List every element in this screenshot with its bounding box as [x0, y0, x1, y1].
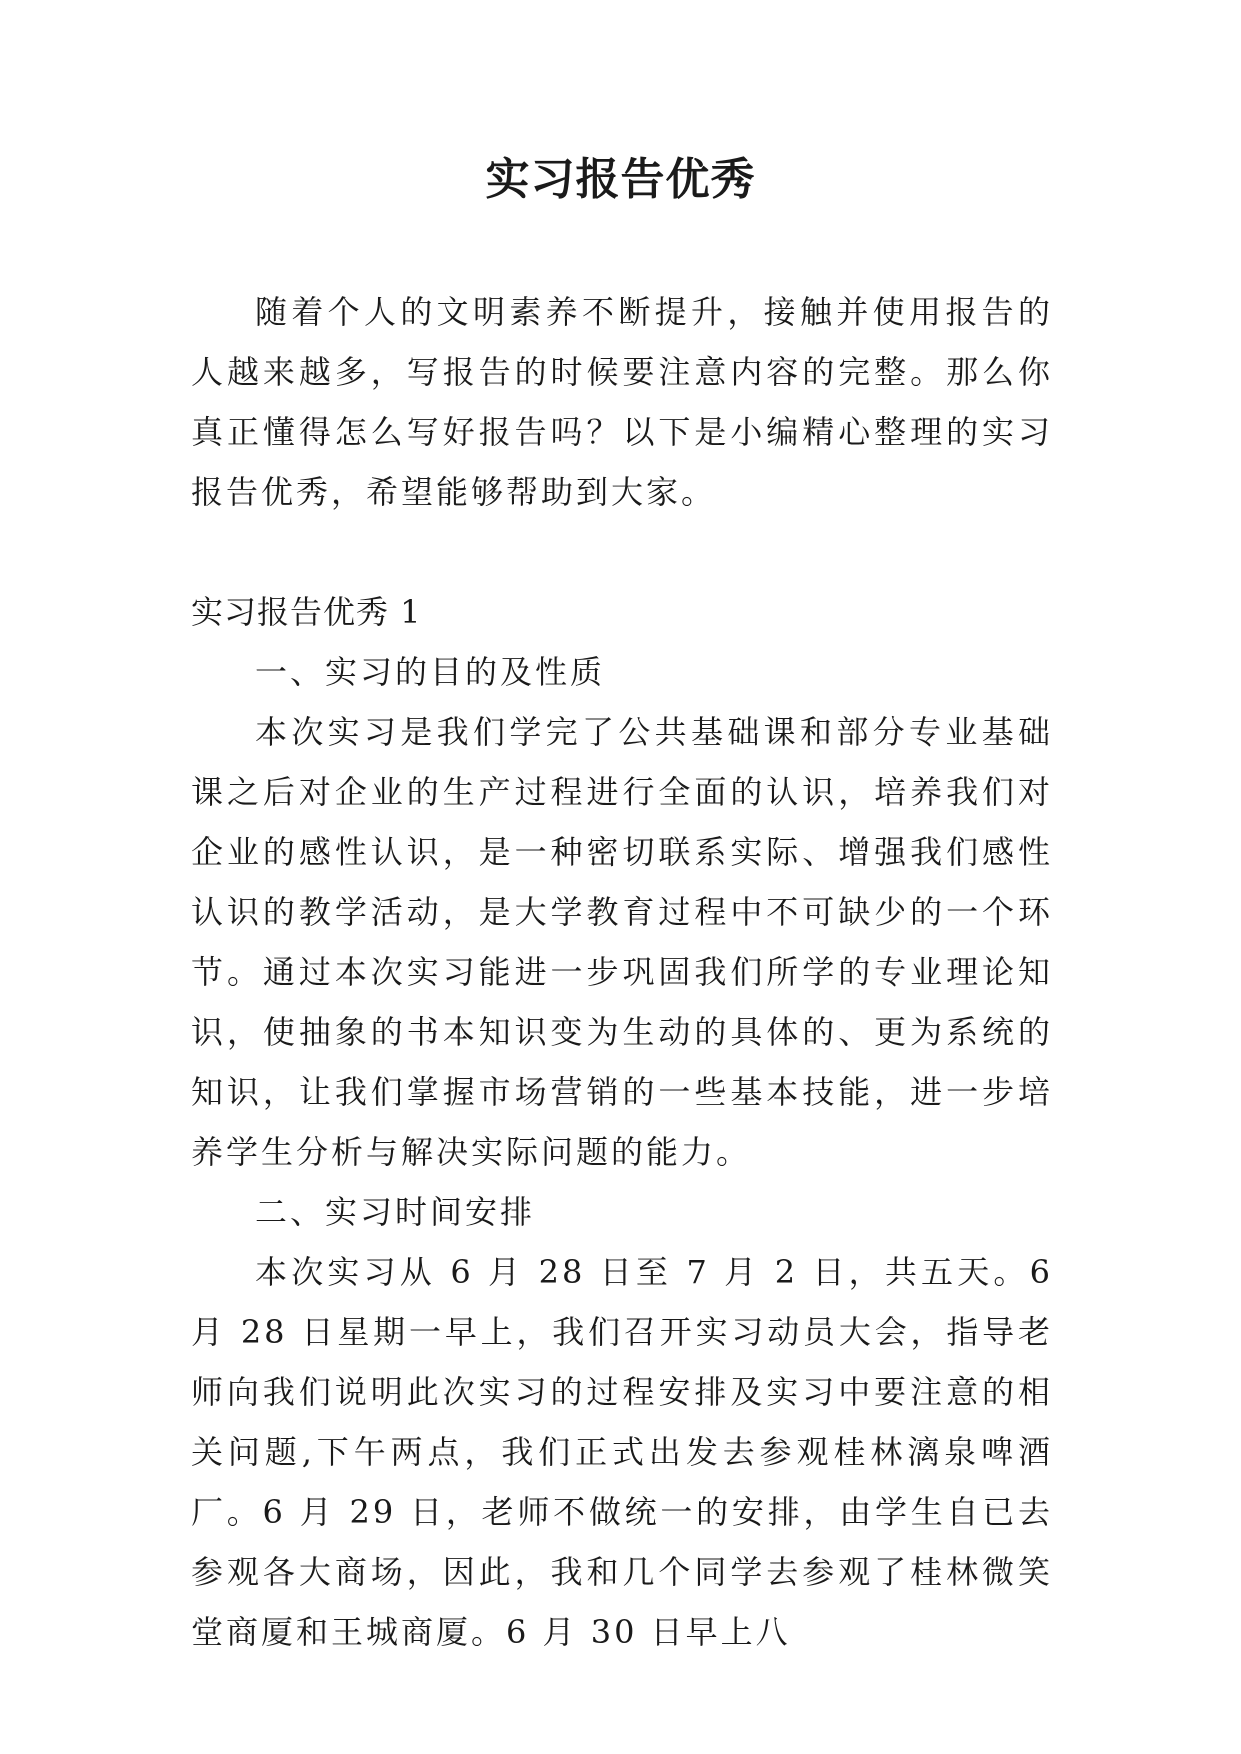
body-paragraph: 本次实习是我们学完了公共基础课和部分专业基础课之后对企业的生产过程进行全面的认识，培养我们对企业的感性认识，是一种密切联系实际、增强我们感性认识的教学活动，是大学教育过程中不可缺少的一个环节。通过本次实习能进一步巩固我们所学的专业理论知识，使抽象的书本知识变为生动的具体的、更为系统的知识，让我们掌握市场营销的一些基本技能，进一步培养学生分析与解决实际问题的能力。	[191, 713, 1053, 1171]
body-paragraph: 本次实习从 6 月 28 日至 7 月 2 日，共五天。6 月 28 日星期一早上，我们召开实习动员大会，指导老师向我们说明此次实习的过程安排及实习中要注意的相关问题,下午两点，我们正式出发去参观桂林漓泉啤酒厂。6 月 29 日，老师不做统一的安排，由学生自已去参观各大商场，因此，我和几个同学去参观了桂林微笑堂商厦和王城商厦。6 月 30 日早上八	[191, 1253, 1053, 1651]
section-heading-schedule: 二、实习时间安排	[255, 1193, 536, 1231]
intro-paragraph: 随着个人的文明素养不断提升，接触并使用报告的人越来越多，写报告的时候要注意内容的完整。那么你真正懂得怎么写好报告吗？以下是小编精心整理的实习报告优秀，希望能够帮助到大家。	[191, 293, 1053, 511]
document-body	[191, 282, 1053, 1662]
page-title: 实习报告优秀	[485, 154, 756, 205]
section-heading-purpose: 一、实习的目的及性质	[255, 653, 606, 691]
section-label: 实习报告优秀 1	[191, 593, 422, 631]
